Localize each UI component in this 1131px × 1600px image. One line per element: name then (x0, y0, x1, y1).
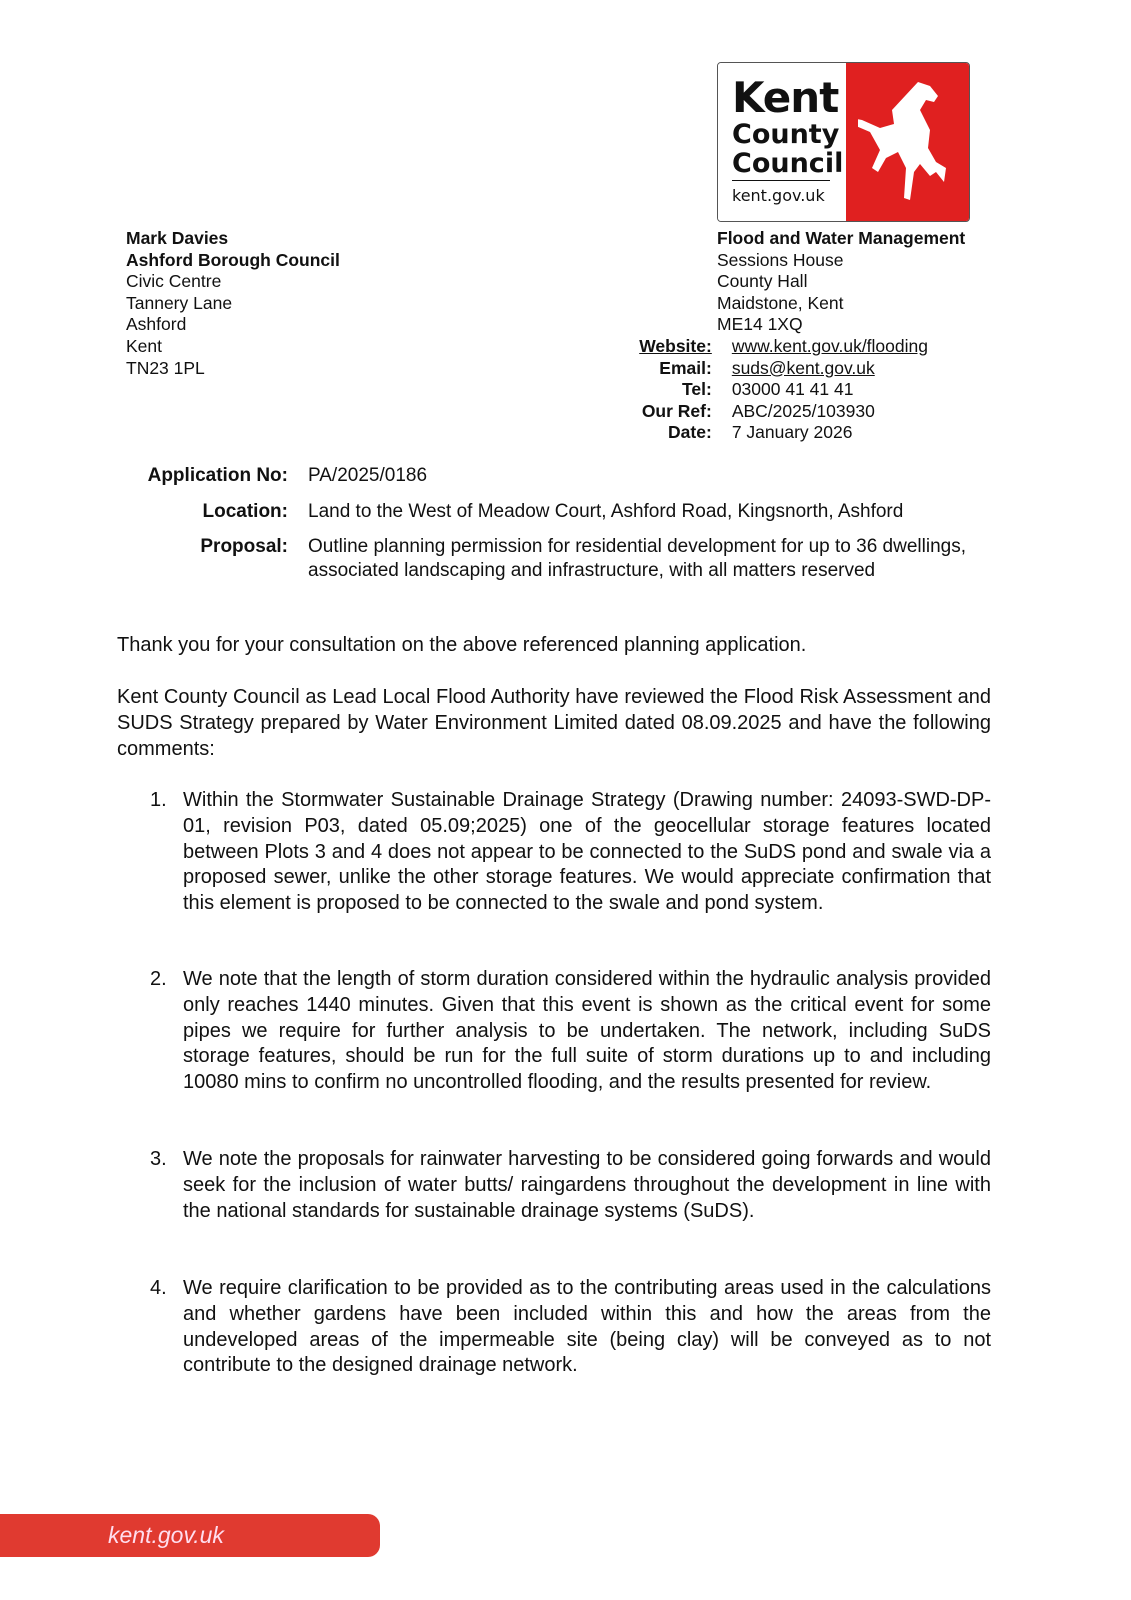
website-label: Website: (639, 336, 712, 356)
location-value: Land to the West of Meadow Court, Ashford Road, Kingsnorth, Ashford (308, 500, 904, 522)
logo-text: Council (732, 148, 844, 179)
proposal-value: Outline planning permission for residential development for up to 36 dwellings, associated landscaping and infrastructure, with all matters reserved (308, 536, 966, 581)
ref-value: ABC/2025/103930 (731, 400, 875, 421)
logo-text: County (732, 119, 840, 150)
list-item (150, 967, 991, 1096)
address-line: Tannery Lane (126, 292, 233, 313)
list-item (150, 788, 991, 917)
white-horse-icon (846, 63, 969, 221)
item-number: 3. (150, 1148, 167, 1170)
footer-url: kent.gov.uk (108, 1522, 224, 1548)
email-label: Email: (659, 357, 712, 378)
application-details (116, 464, 973, 582)
letter-meta (639, 336, 928, 444)
item-text: We require clarification to be provided as to the contributing areas used in the calculations and whether gardens have been included within this and how the areas from the undeveloped areas of the impermeable site (being clay) will be conveyed as to not contribute to the designed drainage network. (183, 1277, 991, 1377)
location-label: Location: (202, 500, 288, 522)
address-line: Civic Centre (126, 271, 222, 292)
body-paragraph: Kent County Council as Lead Local Flood Authority have reviewed the Flood Risk Assessment and SUDS Strategy prepared by Water Environment Limited dated 08.09.2025 and have the following comments: (117, 686, 991, 760)
logo-url: kent.gov.uk (732, 186, 825, 205)
item-text: We note that the length of storm duration considered within the hydraulic analysis provided only reaches 1440 minutes. Given that this event is shown as the critical event for some pipes we require for further analysis to be undertaken. The network, including SuDS storage features, should be run for the full suite of storm durations up to and including 10080 mins to confirm no uncontrolled flooding, and the results presented for review. (183, 968, 991, 1094)
item-text: Within the Stormwater Sustainable Drainage Strategy (Drawing number: 24093-SWD-DP-01, revision P03, dated 05.09;2025) one of the geocellular storage features located between Plots 3 and 4 does not appear to be connected to the SuDS pond and swale via a proposed sewer, unlike the other storage features. We would appreciate confirmation that this element is proposed to be connected to the swale and pond system. (183, 789, 991, 915)
logo-text: Kent (732, 73, 839, 122)
sender-address (717, 228, 965, 336)
item-number: 4. (150, 1277, 167, 1299)
address-line: Maidstone, Kent (717, 292, 844, 313)
item-number: 1. (150, 789, 167, 811)
date-label: Date: (668, 422, 712, 443)
address-line: ME14 1XQ (717, 314, 803, 335)
website-link[interactable]: www.kent.gov.uk/flooding (731, 336, 928, 356)
address-line: Sessions House (717, 249, 844, 270)
recipient-org: Ashford Borough Council (126, 249, 340, 270)
list-item (150, 1147, 991, 1224)
item-number: 2. (150, 968, 167, 990)
application-no-value: PA/2025/0186 (308, 465, 428, 486)
footer-banner (0, 1514, 380, 1557)
date-value: 7 January 2026 (731, 422, 853, 443)
sender-department: Flood and Water Management (717, 228, 966, 248)
application-no-label: Application No: (147, 465, 288, 486)
proposal-label: Proposal: (200, 536, 288, 557)
address-line: TN23 1PL (126, 357, 205, 378)
recipient-address (126, 228, 340, 379)
address-line: Ashford (126, 314, 187, 335)
kent-county-council-logo (717, 62, 970, 222)
ref-label: Our Ref: (641, 400, 712, 421)
item-text: We note the proposals for rainwater harvesting to be considered going forwards and would seek for the inclusion of water butts/ raingardens throughout the development in line with the national standards for sustainable drainage systems (SuDS). (183, 1148, 991, 1222)
email-link[interactable]: suds@kent.gov.uk (731, 357, 875, 378)
recipient-name: Mark Davies (126, 228, 229, 248)
intro-paragraph: Thank you for your consultation on the above referenced planning application. (117, 634, 807, 656)
tel-label: Tel: (681, 379, 712, 400)
address-line: Kent (126, 335, 162, 356)
list-item (150, 1276, 991, 1379)
address-line: County Hall (717, 271, 808, 292)
tel-value: 03000 41 41 41 (731, 379, 854, 400)
